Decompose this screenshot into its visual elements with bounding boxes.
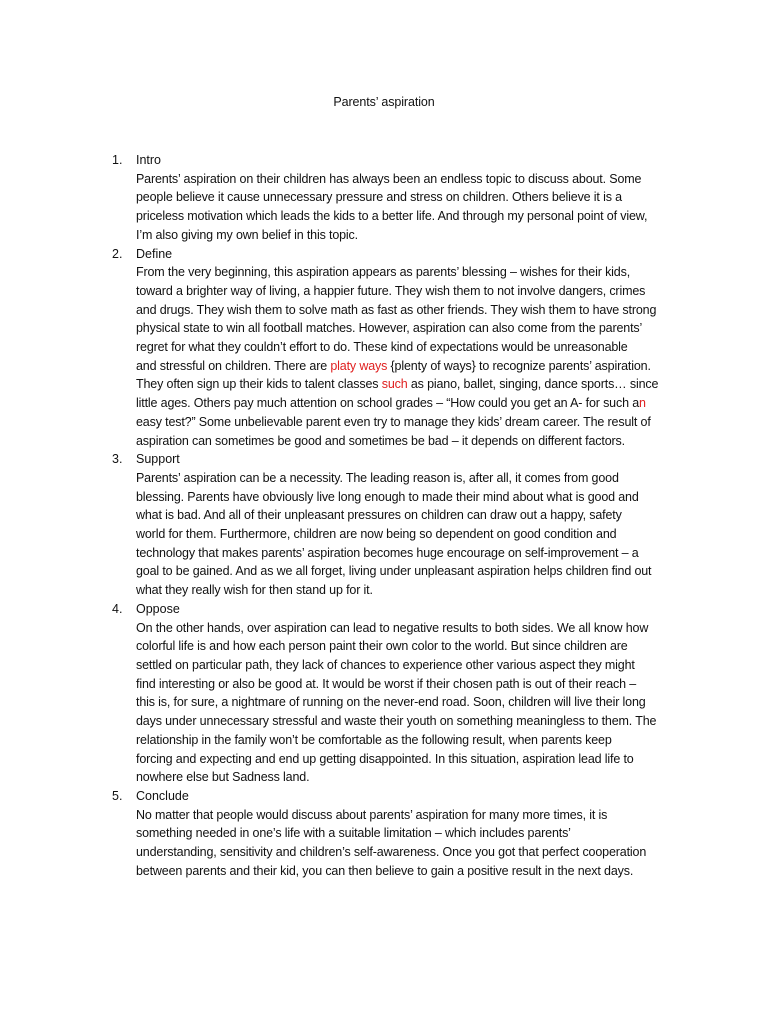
text-segment: nowhere else but Sadness land. — [136, 770, 310, 785]
text-segment: and stressful on children. There are — [136, 358, 331, 373]
text-segment: what is bad. And all of their unpleasant pressures on children can draw out a happy, safety — [136, 508, 622, 523]
paragraph-line — [136, 675, 664, 694]
section-paragraph — [136, 263, 664, 450]
section-heading: Intro — [136, 153, 162, 167]
text-segment: technology that makes parents’ aspiration becomes huge encourage on self-improvement – a — [136, 545, 639, 560]
section-number: 5. — [112, 788, 123, 803]
text-segment: find interesting or also be good at. It would be worst if their chosen path is out of their reach – — [136, 676, 637, 691]
highlighted-text: platy ways — [330, 358, 388, 373]
text-segment: No matter that people would discuss about parents’ aspiration for many more times, it is — [136, 807, 608, 822]
text-segment: this is, for sure, a nightmare of running on the never-end road. Soon, children will live their long — [136, 695, 646, 710]
highlighted-text: n — [639, 396, 646, 411]
paragraph-line — [136, 806, 664, 825]
document-title: Parents’ aspiration — [333, 95, 435, 109]
paragraph-line — [136, 170, 664, 189]
section-paragraph — [136, 619, 664, 787]
paragraph-line — [136, 207, 664, 226]
section-define — [112, 245, 664, 451]
section-paragraph — [136, 469, 664, 600]
section-support — [112, 450, 664, 600]
text-segment: colorful life is and how each person paint their own color to the world. But since children are — [136, 639, 628, 654]
paragraph-line — [136, 413, 664, 432]
paragraph-line — [136, 282, 664, 301]
text-segment: settled on particular path, they lack of chances to experience other various aspect they might — [136, 657, 635, 672]
text-segment: From the very beginning, this aspiration appears as parents’ blessing – wishes for their kids, — [136, 265, 631, 280]
paragraph-line — [136, 394, 664, 413]
text-segment: as piano, ballet, singing, dance sports… since — [407, 377, 659, 392]
text-segment: {plenty of ways} to recognize parents’ aspiration. — [387, 358, 651, 373]
paragraph-line — [136, 562, 664, 581]
text-segment: priceless motivation which leads the kids to a better life. And through my personal point of view, — [136, 209, 648, 224]
text-segment: understanding, sensitivity and children’s self-awareness. Once you got that perfect cooperation — [136, 845, 647, 860]
text-segment: blessing. Parents have obviously live long enough to made their mind about what is good and — [136, 489, 639, 504]
section-number: 1. — [112, 153, 123, 167]
paragraph-line — [136, 338, 664, 357]
paragraph-line — [136, 263, 664, 282]
highlighted-text: such — [381, 377, 408, 392]
paragraph-line — [136, 506, 664, 525]
paragraph-line — [136, 750, 664, 769]
text-segment: I’m also giving my own belief in this topic. — [136, 227, 358, 242]
text-segment: between parents and their kid, you can then believe to gain a positive result in the next days. — [136, 863, 634, 878]
section-paragraph — [136, 170, 664, 245]
paragraph-line — [136, 637, 664, 656]
text-segment: physical state to win all football matches. However, aspiration can also come from the parents’ — [136, 321, 643, 336]
text-segment: people believe it cause unnecessary pressure and stress on children. Others believe it is a — [136, 190, 622, 205]
paragraph-line — [136, 375, 664, 394]
paragraph-line — [136, 226, 664, 245]
text-segment: They often sign up their kids to talent classes — [136, 377, 382, 392]
paragraph-line — [136, 525, 664, 544]
text-segment: days under unnecessary stressful and waste their youth on something meaningless to them. The — [136, 714, 657, 729]
text-segment: Parents’ aspiration can be a necessity. The leading reason is, after all, it comes from good — [136, 470, 619, 485]
paragraph-line — [136, 432, 664, 451]
paragraph-line — [136, 712, 664, 731]
text-segment: relationship in the family won’t be comfortable as the following result, when parents keep — [136, 732, 612, 747]
text-segment: goal to be gained. And as we all forget, living under unpleasant aspiration helps children find out — [136, 564, 652, 579]
text-segment: world for them. Furthermore, children are now being so dependent on good condition and — [136, 527, 617, 542]
text-segment: toward a brighter way of living, a happier future. They wish them to not involve dangers, crimes — [136, 283, 646, 298]
section-heading: Conclude — [136, 788, 189, 803]
paragraph-line — [136, 488, 664, 507]
text-segment: regret for what they couldn’t effort to do. These kind of expectations would be unreasonable — [136, 340, 628, 355]
paragraph-line — [136, 619, 664, 638]
text-segment: easy test?” Some unbelievable parent even try to manage they kids’ dream career. The result of — [136, 414, 651, 429]
paragraph-line — [136, 768, 664, 787]
section-heading: Define — [136, 246, 173, 261]
paragraph-line — [136, 656, 664, 675]
text-segment: forcing and expecting and end up getting disappointed. In this situation, aspiration lead life to — [136, 751, 634, 766]
text-segment: aspiration can sometimes be good and sometimes be bad – it depends on different factors. — [136, 433, 625, 448]
paragraph-line — [136, 188, 664, 207]
paragraph-line — [136, 357, 664, 376]
text-segment: On the other hands, over aspiration can lead to negative results to both sides. We all know how — [136, 620, 649, 635]
section-conclude — [112, 787, 664, 881]
section-heading: Support — [136, 452, 180, 467]
section-number: 4. — [112, 601, 123, 616]
text-segment: little ages. Others pay much attention on school grades – “How could you get an A- for such a — [136, 396, 640, 411]
paragraph-line — [136, 319, 664, 338]
paragraph-line — [136, 544, 664, 563]
section-paragraph — [136, 806, 664, 881]
paragraph-line — [136, 469, 664, 488]
text-segment: and drugs. They wish them to solve math as fast as other friends. They wish them to have strong — [136, 302, 657, 317]
section-number: 3. — [112, 452, 123, 467]
paragraph-line — [136, 862, 664, 881]
paragraph-line — [136, 843, 664, 862]
text-segment: Parents’ aspiration on their children has always been an endless topic to discuss about. Some — [136, 171, 642, 186]
paragraph-line — [136, 301, 664, 320]
paragraph-line — [136, 824, 664, 843]
section-intro — [112, 151, 664, 245]
paragraph-line — [136, 693, 664, 712]
section-list — [112, 151, 664, 880]
section-number: 2. — [112, 246, 123, 261]
section-heading: Oppose — [136, 601, 180, 616]
text-segment: something needed in one’s life with a suitable limitation – which includes parents’ — [136, 826, 571, 841]
text-segment: what they really wish for then stand up for it. — [136, 583, 373, 598]
paragraph-line — [136, 731, 664, 750]
section-oppose — [112, 600, 664, 787]
paragraph-line — [136, 581, 664, 600]
